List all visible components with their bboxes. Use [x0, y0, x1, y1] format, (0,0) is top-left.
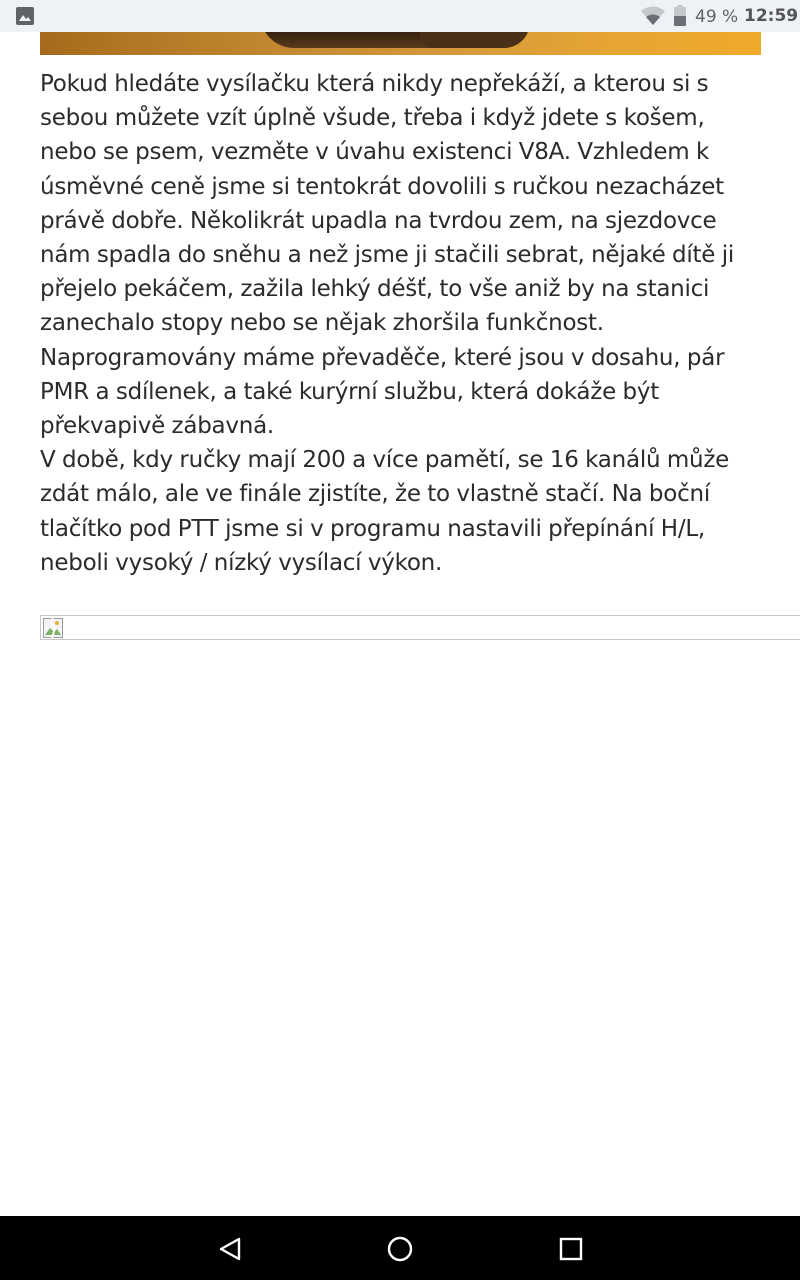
battery-icon — [674, 5, 686, 26]
article-line: nebo se psem, vezměte v úvahu existenci V8A. Vzhledem k — [40, 139, 710, 166]
article-image[interactable] — [40, 32, 761, 55]
clock: 12:59 — [744, 6, 799, 26]
radio-photo-detail — [420, 32, 530, 48]
article-line: úsměvné ceně jsme si tentokrát dovolili s ručkou nezacházet — [40, 173, 724, 200]
navigation-bar — [0, 1216, 800, 1280]
article-line: tlačítko pod PTT jsme si v programu nastavili přepínání H/L, — [40, 515, 705, 542]
article-line: přejelo pekáčem, zažila lehký déšť, to vše aniž by na stanici — [40, 276, 710, 303]
status-bar — [0, 0, 800, 32]
article-line: Naprogramovány máme převaděče, které jsou v dosahu, pár — [40, 344, 725, 371]
broken-image[interactable] — [40, 615, 800, 640]
wifi-icon — [640, 6, 666, 26]
article-line: překvapivě zábavná. — [40, 413, 274, 440]
home-icon[interactable] — [387, 1236, 413, 1262]
article-line: PMR a sdílenek, a také kurýrní službu, která dokáže být — [40, 378, 660, 405]
recents-icon[interactable] — [558, 1236, 584, 1262]
battery-percentage: 49 % — [695, 7, 739, 27]
article-line: Pokud hledáte vysílačku která nikdy nepřekáží, a kterou si s — [40, 71, 709, 97]
article-line: zanechalo stopy nebo se nějak zhoršila funkčnost. — [40, 310, 604, 337]
back-icon[interactable] — [217, 1236, 243, 1262]
broken-image-icon — [42, 617, 64, 639]
image-icon — [16, 7, 34, 25]
article-body — [40, 67, 760, 580]
article-line: nám spadla do sněhu a než jsme ji stačili sebrat, nějaké dítě ji — [40, 242, 735, 269]
article-line: zdát málo, ale ve finále zjistíte, že to vlastně stačí. Na boční — [40, 481, 710, 508]
article-line: sebou můžete vzít úplně všude, třeba i když jdete s košem, — [40, 105, 705, 132]
article-line: V době, kdy ručky mají 200 a více pamětí, se 16 kanálů může — [40, 447, 730, 474]
article-line: právě dobře. Několikrát upadla na tvrdou zem, na sjezdovce — [40, 207, 717, 234]
article-line: neboli vysoký / nízký vysílací výkon. — [40, 549, 443, 576]
